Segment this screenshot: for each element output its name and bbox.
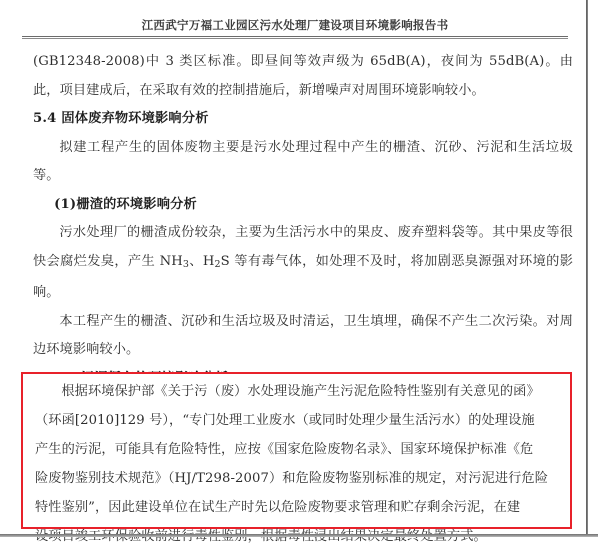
paragraph-solid-waste-overview: 拟建工程产生的固体废物主要是污水处理过程中产生的栅渣、沉砂、污泥和生活垃圾等。 — [33, 139, 573, 183]
callout-line-5: 特性鉴别”，因此建设单位在试生产时先以危险废物要求管理和贮存剩余污泥，在建 — [35, 500, 521, 515]
screenings-text-part-3: S 等有毒气体，如处理不及时，将加剧恶臭源强对环境的影响。 — [33, 253, 573, 301]
page-edge-right — [586, 0, 588, 536]
callout-line-4: 险废物鉴别技术规范》（HJ/T298-2007）和危险废物鉴别标准的规定，对污泥进行危险 — [35, 471, 549, 486]
h2s-subscript: 2 — [214, 258, 221, 270]
screenings-text-part-2: 、H — [189, 253, 215, 269]
callout-line-3: 产生的污泥，可能具有危险特性，应按《国家危险废物名录》、国家环境保护标准《危 — [35, 442, 534, 457]
header-divider-rule — [22, 36, 568, 39]
page-edge-bottom — [0, 534, 598, 537]
red-highlight-box — [21, 372, 572, 529]
document-body — [33, 48, 573, 393]
nh3-subscript: 3 — [182, 258, 189, 270]
screenings-text-part-1: 污水处理厂的栅渣成份较杂，主要为生活污水中的果皮、废弃塑料袋等。其中果皮等很快会腐烂发臭，产生 NH — [33, 225, 573, 269]
running-header: 江西武宁万福工业园区污水处理厂建设项目环境影响报告书 — [141, 18, 449, 32]
paragraph-noise-standard: (GB12348-2008)中 3 类区标准。即昼间等效声级为 65dB(A)，夜间为 55dB(A)。由此，项目建成后，在采取有效的控制措施后，新增噪声对周围环境影响较小。 — [33, 54, 573, 98]
callout-line-1: 根据环境保护部《关于污（废）水处理设施产生污泥危险特性鉴别有关意见的函》 — [61, 384, 540, 399]
subheading-1-screenings: (1)栅渣的环境影响分析 — [54, 196, 197, 212]
paragraph-screenings-composition — [33, 219, 573, 308]
callout-line-2: （环函[2010]129 号），“专门处理工业废水（或同时处理少量生活污水）的处理设施 — [35, 413, 535, 428]
paragraph-screenings-disposal: 本工程产生的栅渣、沉砂和生活垃圾及时清运，卫生填埋，确保不产生二次污染。对周边环境影响较小。 — [33, 313, 573, 358]
section-heading-5-4: 5.4 固体废弃物环境影响分析 — [33, 111, 209, 126]
callout-text-block — [35, 377, 563, 551]
